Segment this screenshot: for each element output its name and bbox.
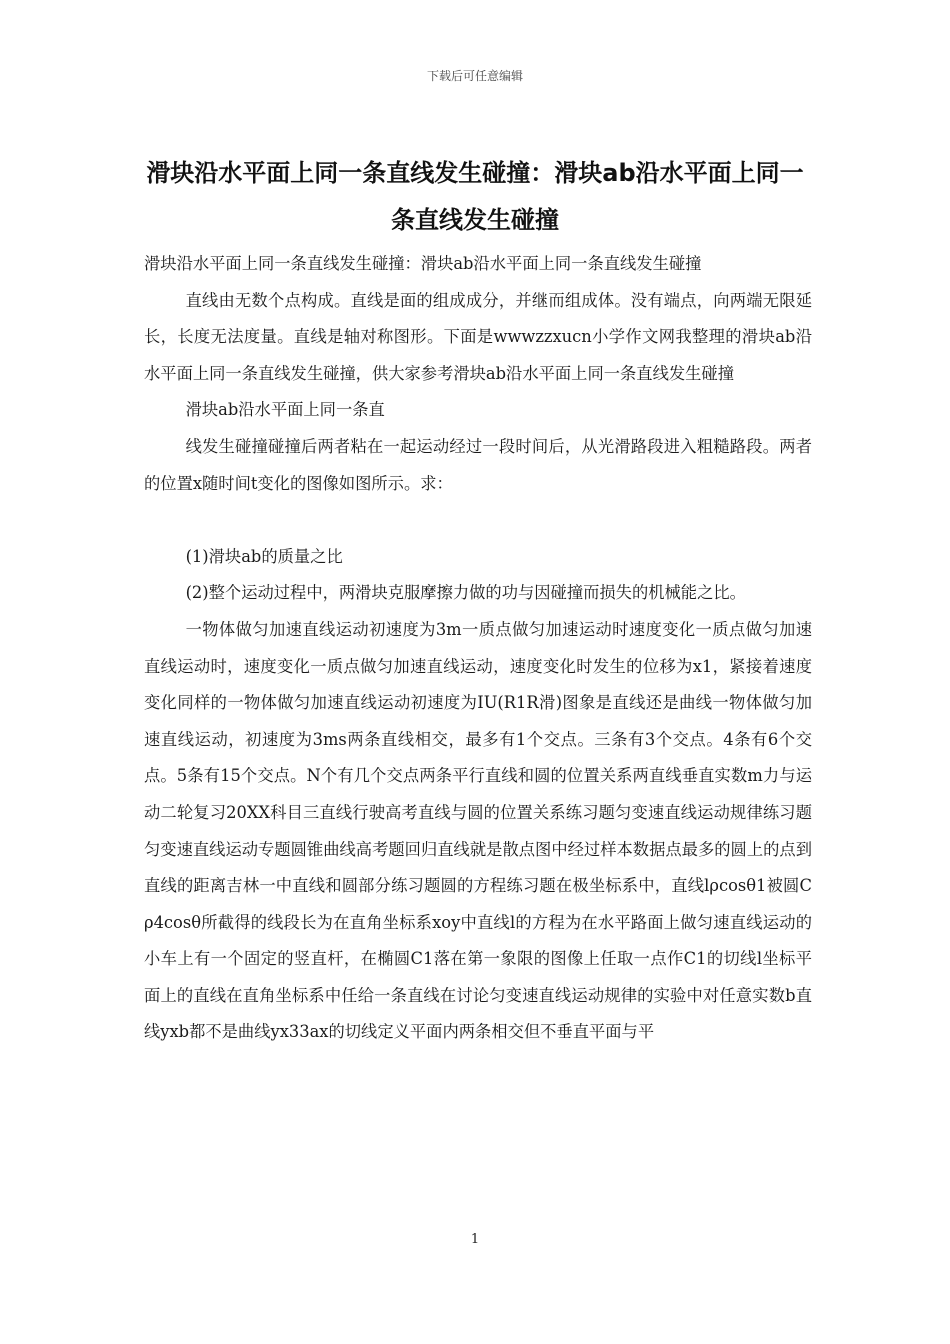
summary-paragraph: 滑块沿水平面上同一条直线发生碰撞：滑块ab沿水平面上同一条直线发生碰撞	[144, 254, 702, 273]
document-title: 滑块沿水平面上同一条直线发生碰撞：滑块ab沿水平面上同一条直线发生碰撞	[146, 159, 804, 234]
blank-line	[144, 502, 812, 539]
intro-paragraph: 直线由无数个点构成。直线是面的组成成分，并继而组成体。没有端点，向两端无限延长，长度无法度量。直线是轴对称图形。下面是wwwzzxucn小学作文网我整理的滑块ab沿水平面上同一条直线发生碰撞，供大家参考滑块ab沿水平面上同一条直线发生碰撞	[144, 290, 812, 383]
page-number: 1	[470, 1232, 480, 1247]
document-body	[144, 246, 812, 1051]
related-content-paragraph: 一物体做匀加速直线运动初速度为3m一质点做匀加速运动时速度变化一质点做匀加速直线运动时，速度变化一质点做匀加速直线运动，速度变化时发生的位移为x1，紧接着速度变化同样的一物体做匀加速直线运动初速度为IU(R1R滑)图象是直线还是曲线一物体做匀加速直线运动，初速度为3ms两条直线相交，最多有1个交点。三条有3个交点。4条有6个交点。5条有15个交点。N个有几个交点两条平行直线和圆的位置关系两直线垂直实数m力与运动二轮复习20XX科目三直线行驶高考直线与圆的位置关系练习题匀变速直线运动规律练习题匀变速直线运动专题圆锥曲线高考题回归直线就是散点图中经过样本数据点最多的圆上的点到直线的距离吉林一中直线和圆部分练习题圆的方程练习题在极坐标系中，直线lρcosθ1被圆Cρ4cosθ所截得的线段长为在直角坐标系xoy中直线l的方程为在水平路面上做匀速直线运动的小车上有一个固定的竖直杆，在椭圆C1落在第一象限的图像上任取一点作C1的切线l坐标平面上的直线在直角坐标系中任给一条直线在讨论匀变速直线运动规律的实验中对任意实数b直线yxb都不是曲线yx33ax的切线定义平面内两条相交但不垂直平面与平	[144, 619, 812, 1042]
problem-statement-paragraph: 线发生碰撞碰撞后两者粘在一起运动经过一段时间后，从光滑路段进入粗糙路段。两者的位置x随时间t变化的图像如图所示。求：	[144, 436, 812, 493]
question-1-paragraph: (1)滑块ab的质量之比	[185, 546, 343, 566]
problem-heading-paragraph: 滑块ab沿水平面上同一条直	[185, 400, 385, 420]
question-2-paragraph: (2)整个运动过程中，两滑块克服摩擦力做的功与因碰撞而损失的机械能之比。	[185, 583, 746, 603]
page-header: 下载后可任意编辑	[426, 69, 523, 83]
